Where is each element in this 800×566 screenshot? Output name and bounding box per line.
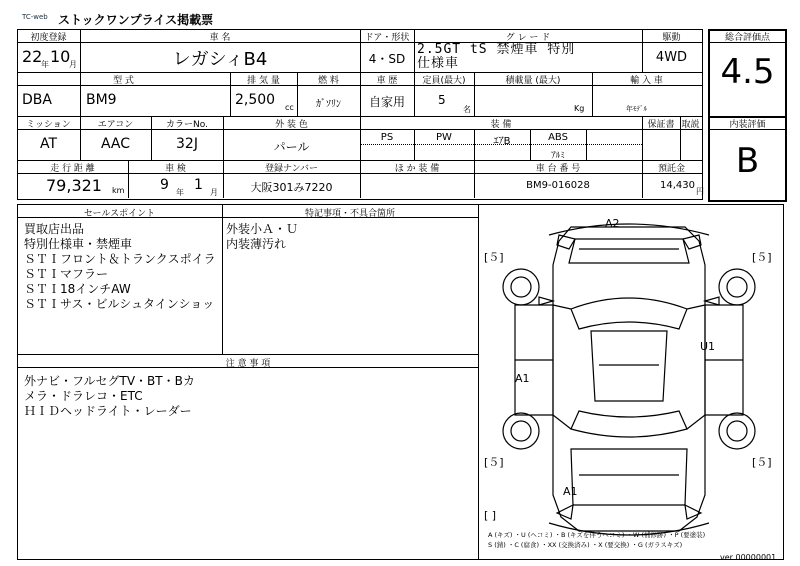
notes-text: 外装小Ａ・Ｕ 内装薄汚れ	[226, 222, 299, 251]
fuel-label: 燃 料	[318, 76, 339, 86]
plate-label: 登録ナンバー	[265, 164, 318, 174]
displacement: 2,500	[235, 92, 276, 108]
mission: AT	[39, 136, 58, 152]
damage-mark-a2: A2	[605, 217, 620, 230]
damage-mark-a1-side: A1	[515, 372, 530, 385]
capacity-unit: 名	[463, 105, 471, 114]
mileage: 79,321	[46, 176, 102, 195]
first-reg-year: 22	[22, 47, 43, 66]
logo: TC-web	[22, 13, 48, 21]
damage-mark-a1-rear: A1	[563, 485, 578, 498]
equip-airbag: ｴｱB	[493, 136, 511, 147]
mileage-label: 走 行 距 離	[50, 164, 95, 174]
tire-rear-left: [５]	[484, 456, 504, 469]
model-code: BM9	[86, 92, 117, 108]
drive: 4WD	[655, 50, 688, 65]
door-label: ドア・形状	[364, 33, 410, 43]
drive-label: 駆動	[662, 33, 681, 43]
other-equip-label: ほ か 装 備	[394, 164, 440, 174]
caution-label: 注 意 事 項	[225, 359, 271, 369]
equip-alloy: ｱﾙﾐ	[551, 151, 565, 161]
sheet-title: ストックワンプライス掲載票	[58, 13, 214, 27]
year-unit: 年	[41, 60, 49, 69]
deposit: 14,430	[660, 180, 695, 191]
inspection-year: 9	[160, 177, 169, 193]
inspection-month-unit: 月	[210, 188, 218, 197]
equip-pw: PW	[436, 132, 452, 143]
displacement-label: 排 気 量	[247, 76, 280, 86]
import-label: 輸 入 車	[630, 76, 663, 86]
month-unit: 月	[69, 60, 77, 69]
interior-score-label: 内装評価	[729, 120, 766, 130]
tire-front-right: [５]	[752, 251, 772, 264]
deposit-unit: 円	[696, 187, 704, 196]
load-unit: Kg	[574, 104, 585, 113]
ext-color: パール	[273, 140, 310, 154]
total-score-label: 総合評価点	[724, 33, 770, 43]
aircon: AAC	[100, 136, 131, 152]
tire-rear-right: [５]	[752, 456, 772, 469]
inspection-label: 車 検	[165, 164, 186, 174]
displacement-unit: cc	[285, 103, 294, 112]
equip-abs: ABS	[548, 132, 568, 143]
capacity: 5	[438, 93, 446, 107]
inspection-year-unit: 年	[176, 188, 184, 197]
color-no: 32J	[176, 136, 198, 152]
import-model-year: 年ﾓﾃﾞﾙ	[626, 105, 647, 113]
mission-label: ミッション	[26, 120, 71, 130]
load-label: 積載量 (最大)	[505, 76, 561, 86]
sales-points-label: セールスポイント	[83, 209, 156, 219]
first-reg-month: 10	[50, 47, 71, 66]
grade-label: グ レ ー ド	[505, 33, 551, 43]
color-no-label: カラーNo.	[166, 120, 208, 130]
inspection-month: 1	[194, 177, 203, 193]
chassis-number: BM9-016028	[526, 180, 590, 191]
door-shape: 4・SD	[368, 52, 406, 66]
ac-label: エアコン	[97, 120, 134, 130]
model-prefix: DBA	[22, 92, 52, 108]
first-reg-label: 初度登録	[30, 33, 67, 43]
plate-number: 大阪301み7220	[250, 181, 333, 194]
spare-tire: [ ]	[484, 509, 497, 522]
total-score: 4.5	[720, 52, 775, 92]
warranty-label: 保証書	[647, 120, 675, 130]
legend-line-2: S (錆) ・C (腐食) ・XX (交換済み) ・X (要交換) ・G (ガラスキズ)	[488, 541, 683, 549]
car-name-label: 車 名	[209, 33, 231, 43]
chassis-label: 車 台 番 号	[535, 164, 581, 174]
ext-color-label: 外 装 色	[275, 120, 308, 130]
car-name: レガシィB4	[172, 49, 268, 70]
sales-points-text: 買取店出品 特別仕様車・禁煙車 ＳＴＩフロント＆トランクスポイラ ＳＴＩマフラー ＳＴＩ18インチAW ＳＴＩサス・ビルシュタインショッ	[24, 222, 216, 311]
grade: 2.5GT tS 禁煙車 特別 仕様車	[417, 42, 576, 71]
manual-label: 取説	[681, 120, 700, 130]
fuel: ｶﾞｿﾘﾝ	[316, 99, 341, 110]
equip-ps: PS	[380, 132, 394, 143]
interior-score: B	[735, 141, 760, 181]
deposit-label: 預託金	[657, 164, 685, 174]
damage-mark-u1: U1	[700, 340, 716, 353]
history-label: 車 歴	[376, 76, 398, 86]
notes-label: 特記事項・不具合箇所	[304, 209, 395, 219]
version: ver 00000001	[720, 553, 777, 562]
equip-label: 装 備	[490, 120, 512, 130]
tire-front-left: [５]	[484, 251, 504, 264]
history: 自家用	[368, 95, 405, 109]
caution-text: 外ナビ・フルセグTV・BT・Bカ メラ・ドラレコ・ETC ＨＩＤヘッドライト・レーダー	[24, 374, 195, 418]
model-label: 型 式	[113, 76, 134, 86]
mileage-unit: km	[112, 186, 125, 195]
legend-line-1: A (キズ) ・U (ヘコミ) ・B (キズを伴うヘコミ) ・W (補修跡) ・P (要塗装)	[488, 531, 706, 539]
capacity-label: 定員(最大)	[422, 76, 466, 86]
